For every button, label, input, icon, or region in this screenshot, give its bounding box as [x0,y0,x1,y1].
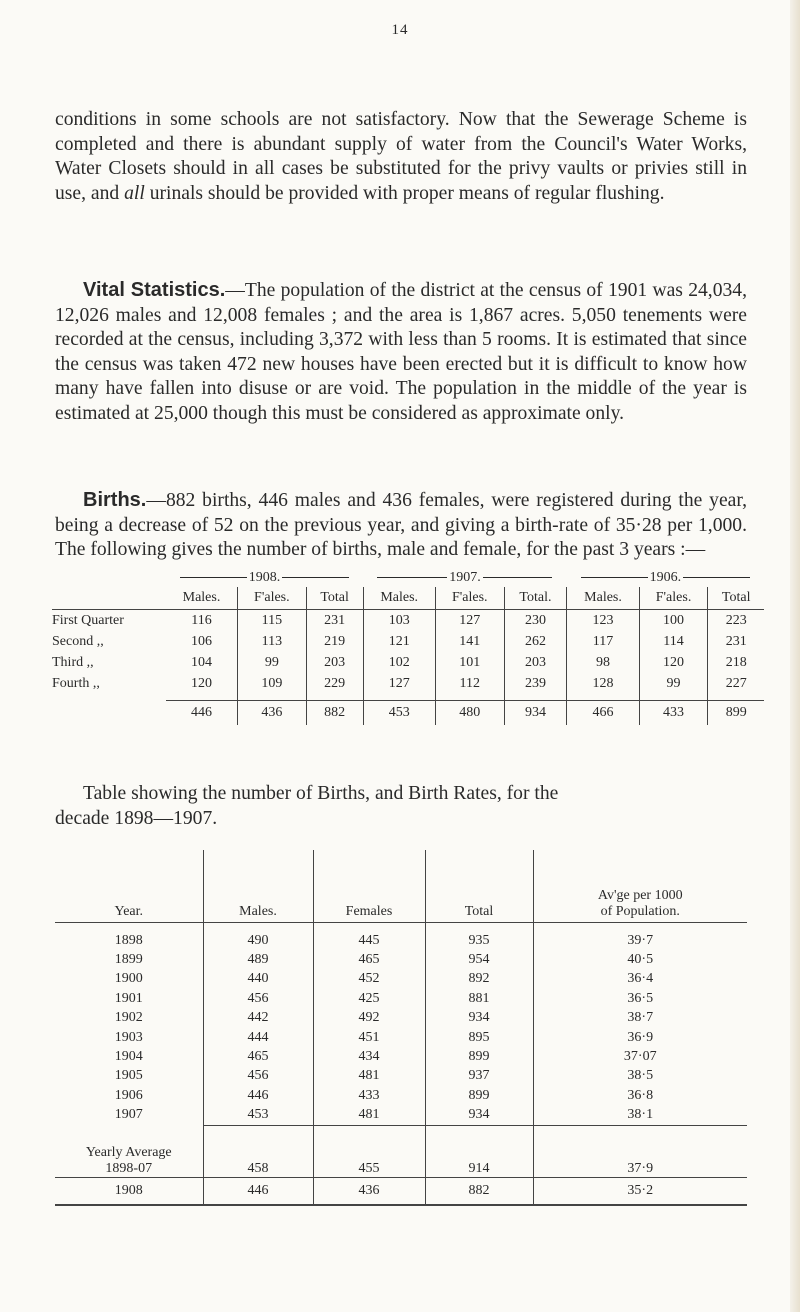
intro-text-end: urinals should be provided with proper means of regular flushing. [144,182,665,204]
average-males: 458 [203,1125,313,1178]
cell-males: 456 [203,989,313,1008]
births-subheader: Total. [504,587,567,610]
intro-emphasis: all [124,182,145,204]
births-row [52,631,764,652]
births-subheader: F'ales. [237,587,306,610]
births-total-cell: 882 [306,701,363,726]
births-row [52,652,764,673]
cell-females: 451 [313,1028,425,1047]
births-totals-row [52,701,764,726]
cell-year: 1907 [114,1107,143,1123]
births-cell: 127 [435,610,504,632]
cell-females: 465 [313,950,425,969]
births-quarterly-table [52,568,764,725]
births-cell: 100 [639,610,708,632]
births-cell: 231 [306,610,363,632]
cell-total: 899 [425,1047,533,1066]
cell-total: 882 [425,1178,533,1206]
decade-row [55,970,747,989]
vital-statistics-paragraph [55,278,747,426]
vital-statistics-text: —The population of the district at the census of 1901 was 24,034, 12,026 males and 12,008 females ; and the area is 1,867 acres. 5,050 tenements were recorded at the census, including 3,372 with less than 5 rooms. It is estimated that since the census was taken 472 new houses have been erected but it is difficult to know how many have fallen into disuse or are void. The population in the middle of the year is estimated at 25,000 though this must be considered as approximate only. [55,280,747,424]
page-number: 14 [391,22,409,38]
intro-text: conditions in some schools are not satisfactory. Now that the Sewerage Scheme is completed and there is abundant supply of water from the Council's Water Works, Water Closets should in all cases be substituted for the privy vaults or privies still in use, and [55,109,747,204]
births-total-cell: 433 [639,701,708,726]
quarter-label: Second ,, [52,633,104,649]
average-females: 455 [313,1125,425,1178]
cell-males: 456 [203,1067,313,1086]
cell-females: 452 [313,970,425,989]
births-total-cell: 480 [435,701,504,726]
births-cell: 101 [435,652,504,673]
cell-total: 895 [425,1028,533,1047]
births-cell: 239 [504,673,567,694]
births-cell: 112 [435,673,504,694]
cell-males: 444 [203,1028,313,1047]
cell-females: 436 [313,1178,425,1206]
births-cell: 117 [567,631,639,652]
cell-total: 934 [425,1106,533,1126]
cell-rate: 36·4 [533,970,747,989]
births-cell: 99 [639,673,708,694]
births-subheader: Males. [363,587,435,610]
year-header-1908: 1908. [166,568,363,587]
cell-rate: 38·5 [533,1067,747,1086]
births-cell: 115 [237,610,306,632]
vital-statistics-heading: Vital Statistics. [83,279,226,301]
decade-births-table [55,850,747,1206]
cell-rate: 36·8 [533,1086,747,1105]
births-cell: 104 [190,654,212,670]
decade-row [55,1086,747,1105]
year-header-1907: 1907. [363,568,567,587]
year-header-1906: 1906. [567,568,764,587]
births-cell: 141 [435,631,504,652]
decade-row [55,1106,747,1126]
intro-paragraph [55,108,747,206]
cell-males: 440 [203,970,313,989]
decade-row [55,989,747,1008]
cell-total: 899 [425,1086,533,1105]
cell-total: 937 [425,1067,533,1086]
caption-line-2: decade 1898—1907. [55,807,218,829]
col-header-males: Males. [203,850,313,923]
births-cell: 230 [504,610,567,632]
births-total-cell: 446 [166,701,237,726]
decade-row [55,950,747,969]
cell-total: 934 [425,1009,533,1028]
average-total: 914 [425,1125,533,1178]
cell-year: 1904 [114,1049,143,1065]
cell-year: 1900 [114,971,143,987]
births-cell: 120 [639,652,708,673]
births-cell: 231 [708,631,764,652]
births-cell: 203 [306,652,363,673]
cell-rate: 39·7 [533,923,747,951]
births-cell: 127 [363,673,435,694]
births-subheader: Total [708,587,764,610]
caption-line-1: Table showing the number of Births, and Birth Rates, for the [83,783,559,804]
cell-males: 453 [203,1106,313,1126]
decade-table-caption [55,782,747,831]
cell-rate: 36·9 [533,1028,747,1047]
quarter-label: First Quarter [52,612,124,628]
cell-males: 446 [203,1086,313,1105]
cell-rate: 36·5 [533,989,747,1008]
cell-rate: 35·2 [533,1178,747,1206]
decade-row [55,1067,747,1086]
cell-rate: 38·1 [533,1106,747,1126]
decade-row [55,923,747,951]
births-heading: Births. [83,489,147,511]
births-total-cell: 436 [237,701,306,726]
cell-rate: 37·07 [533,1047,747,1066]
cell-females: 433 [313,1086,425,1105]
cell-males: 465 [203,1047,313,1066]
births-total-cell: 453 [363,701,435,726]
quarter-label: Third ,, [52,654,94,670]
cell-total: 954 [425,950,533,969]
cell-rate: 40·5 [533,950,747,969]
births-subheader: Males. [166,587,237,610]
births-cell: 113 [237,631,306,652]
births-cell: 262 [504,631,567,652]
cell-year: 1905 [114,1068,143,1084]
cell-total: 881 [425,989,533,1008]
births-text: —882 births, 446 males and 436 females, were registered during the year, being a decrease of 52 on the previous year, and giving a birth-rate of 35·28 per 1,000. The following gives the number of births, male and female, for the past 3 years :— [55,490,747,560]
decade-row [55,1047,747,1066]
cell-total: 935 [425,923,533,951]
births-cell: 219 [306,631,363,652]
births-cell: 121 [363,631,435,652]
births-subheader: Males. [567,587,639,610]
col-header-year: Year. [55,850,203,923]
births-cell: 218 [708,652,764,673]
births-cell: 128 [567,673,639,694]
births-cell: 229 [306,673,363,694]
cell-females: 434 [313,1047,425,1066]
births-cell: 120 [190,675,212,691]
births-cell: 123 [567,610,639,632]
births-cell: 102 [363,652,435,673]
births-cell: 223 [708,610,764,632]
decade-row [55,1028,747,1047]
births-total-cell: 899 [708,701,764,726]
births-cell: 99 [237,652,306,673]
births-total-cell: 934 [504,701,567,726]
births-cell: 109 [237,673,306,694]
cell-males: 489 [203,950,313,969]
births-row [52,610,764,632]
average-label: Yearly Average 1898-07 [85,1145,172,1177]
col-header-average: Av'ge per 1000 of Population. [533,850,747,923]
births-total-cell: 466 [567,701,639,726]
cell-year: 1898 [114,932,143,948]
births-cell: 98 [567,652,639,673]
births-subheader: F'ales. [639,587,708,610]
average-rate: 37·9 [533,1125,747,1178]
decade-row-1908 [55,1178,747,1206]
page-edge [790,0,800,1312]
births-paragraph [55,488,747,563]
cell-females: 492 [313,1009,425,1028]
cell-total: 892 [425,970,533,989]
cell-year: 1901 [114,990,143,1006]
col-header-total: Total [425,850,533,923]
cell-year: 1908 [55,1178,203,1206]
cell-females: 445 [313,923,425,951]
births-cell: 203 [504,652,567,673]
cell-males: 446 [203,1178,313,1206]
cell-year: 1906 [114,1087,143,1103]
cell-year: 1903 [114,1029,143,1045]
col-header-females: Females [313,850,425,923]
cell-year: 1902 [114,1010,143,1026]
cell-females: 481 [313,1106,425,1126]
quarter-label: Fourth ,, [52,675,100,691]
births-cell: 106 [190,633,212,649]
births-cell: 103 [363,610,435,632]
cell-males: 490 [203,923,313,951]
cell-females: 425 [313,989,425,1008]
births-row [52,673,764,694]
cell-year: 1899 [114,952,143,968]
births-cell: 114 [639,631,708,652]
cell-males: 442 [203,1009,313,1028]
births-subheader: Total [306,587,363,610]
births-subheader: F'ales. [435,587,504,610]
births-cell: 116 [191,612,212,628]
decade-row [55,1009,747,1028]
cell-rate: 38·7 [533,1009,747,1028]
cell-females: 481 [313,1067,425,1086]
births-cell: 227 [708,673,764,694]
